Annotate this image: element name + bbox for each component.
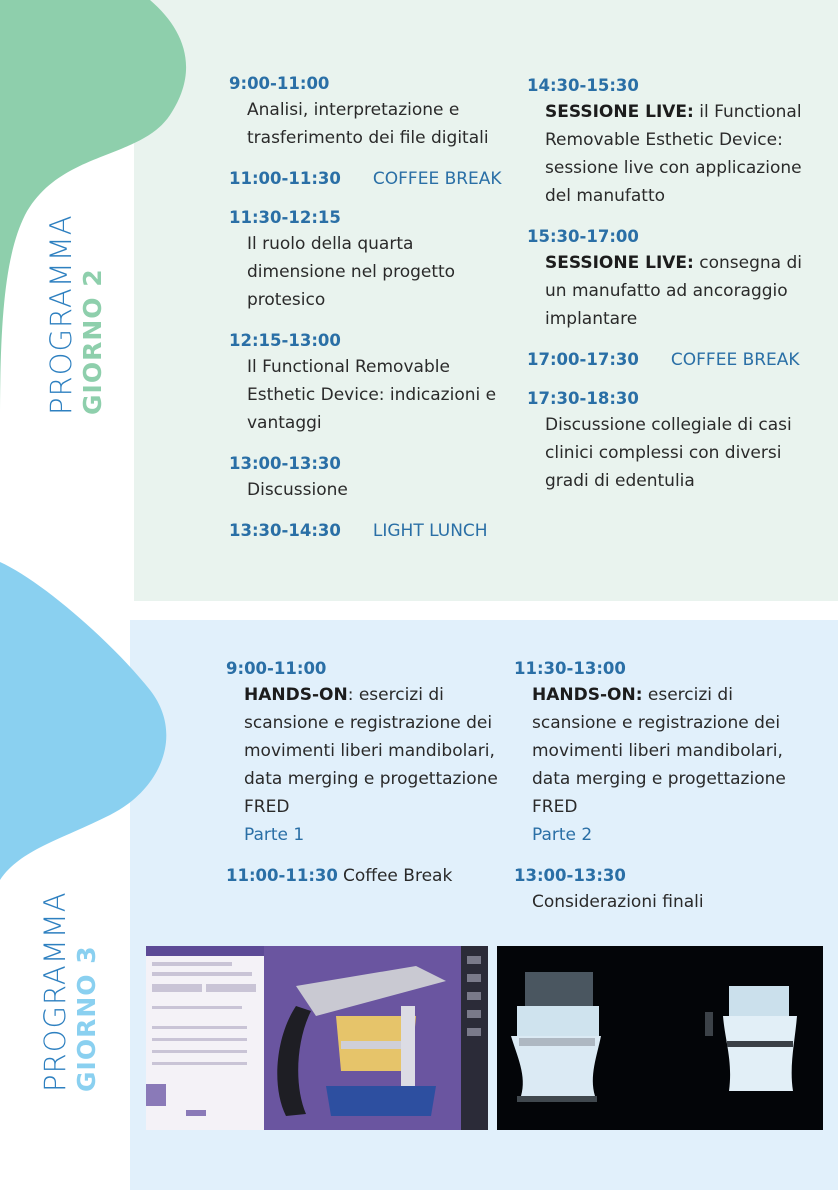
time-label: 9:00-11:00	[229, 74, 330, 93]
session-tag: SESSIONE LIVE:	[545, 253, 694, 273]
dental-models-photo	[497, 946, 823, 1130]
session-text: : esercizi di scansione e registrazione dei movimenti liberi mandibolari, data merging e progettazione FRED	[244, 685, 498, 817]
dental-casts-image-icon	[497, 946, 823, 1130]
session-text: il Functional Removable Esthetic Device: sessione live con applicazione del manufatto	[545, 102, 802, 206]
day3-title-line1: PROGRAMMA	[38, 891, 72, 1092]
time-label: 13:00-13:30	[229, 454, 341, 473]
session-tag: HANDS-ON	[244, 685, 348, 705]
session-description: Analisi, interpretazione e trasferimento dei file digitali	[247, 100, 489, 148]
day2-left-column	[229, 72, 504, 558]
schedule-item	[229, 452, 504, 504]
day3-title	[38, 891, 102, 1092]
schedule-item	[229, 72, 504, 152]
schedule-item-break	[229, 167, 504, 191]
schedule-item-break	[229, 519, 504, 543]
break-label: COFFEE BREAK	[372, 169, 502, 189]
schedule-item	[514, 864, 804, 916]
time-label: 12:15-13:00	[229, 331, 341, 350]
break-label: Coffee Break	[342, 866, 453, 886]
session-description	[527, 249, 817, 333]
schedule-item	[527, 387, 817, 495]
schedule-item	[229, 206, 504, 314]
session-description: Considerazioni finali	[532, 892, 704, 912]
day2-title	[44, 214, 108, 415]
time-label: 13:00-13:30	[514, 866, 626, 885]
schedule-item	[229, 329, 504, 437]
day2-title-line2: GIORNO 2	[78, 268, 107, 415]
session-description	[226, 681, 501, 849]
schedule-item-break	[527, 348, 817, 372]
time-label: 15:30-17:00	[527, 227, 639, 246]
day3-left-column	[226, 657, 501, 903]
day2-right-column	[527, 74, 817, 510]
time-label: 11:00-11:30	[229, 169, 341, 188]
time-label: 9:00-11:00	[226, 659, 327, 678]
articulator-render-icon	[146, 946, 488, 1130]
break-label: LIGHT LUNCH	[372, 521, 488, 541]
schedule-item	[527, 225, 817, 333]
session-text: esercizi di scansione e registrazione dei movimenti liberi mandibolari, data merging e progettazione FRED	[532, 685, 786, 817]
session-description	[527, 98, 817, 210]
software-screenshot-image	[146, 946, 488, 1130]
session-description: Discussione collegiale di casi clinici complessi con diversi gradi di edentulia	[545, 415, 792, 491]
day3-title-line2: GIORNO 3	[72, 945, 101, 1092]
day3-right-column	[514, 657, 804, 931]
break-label: COFFEE BREAK	[670, 350, 800, 370]
day2-title-line1: PROGRAMMA	[44, 214, 78, 415]
time-label: 11:30-12:15	[229, 208, 341, 227]
session-description	[514, 681, 804, 849]
schedule-item	[527, 74, 817, 210]
part-label: Parte 2	[532, 825, 593, 845]
time-label: 17:30-18:30	[527, 389, 639, 408]
session-description: Il Functional Removable Esthetic Device: indicazioni e vantaggi	[247, 357, 497, 433]
time-label: 13:30-14:30	[229, 521, 341, 540]
schedule-item	[226, 657, 501, 849]
session-text: consegna di un manufatto ad ancoraggio implantare	[545, 253, 802, 329]
schedule-item	[226, 864, 501, 888]
time-label: 11:30-13:00	[514, 659, 626, 678]
session-description: Il ruolo della quarta dimensione nel progetto protesico	[247, 234, 456, 310]
time-label: 17:00-17:30	[527, 350, 639, 369]
time-label: 14:30-15:30	[527, 76, 639, 95]
time-label: 11:00-11:30	[226, 866, 338, 885]
part-label: Parte 1	[244, 825, 305, 845]
session-description: Discussione	[247, 480, 348, 500]
session-tag: HANDS-ON:	[532, 685, 643, 705]
session-tag: SESSIONE LIVE:	[545, 102, 694, 122]
schedule-item	[514, 657, 804, 849]
